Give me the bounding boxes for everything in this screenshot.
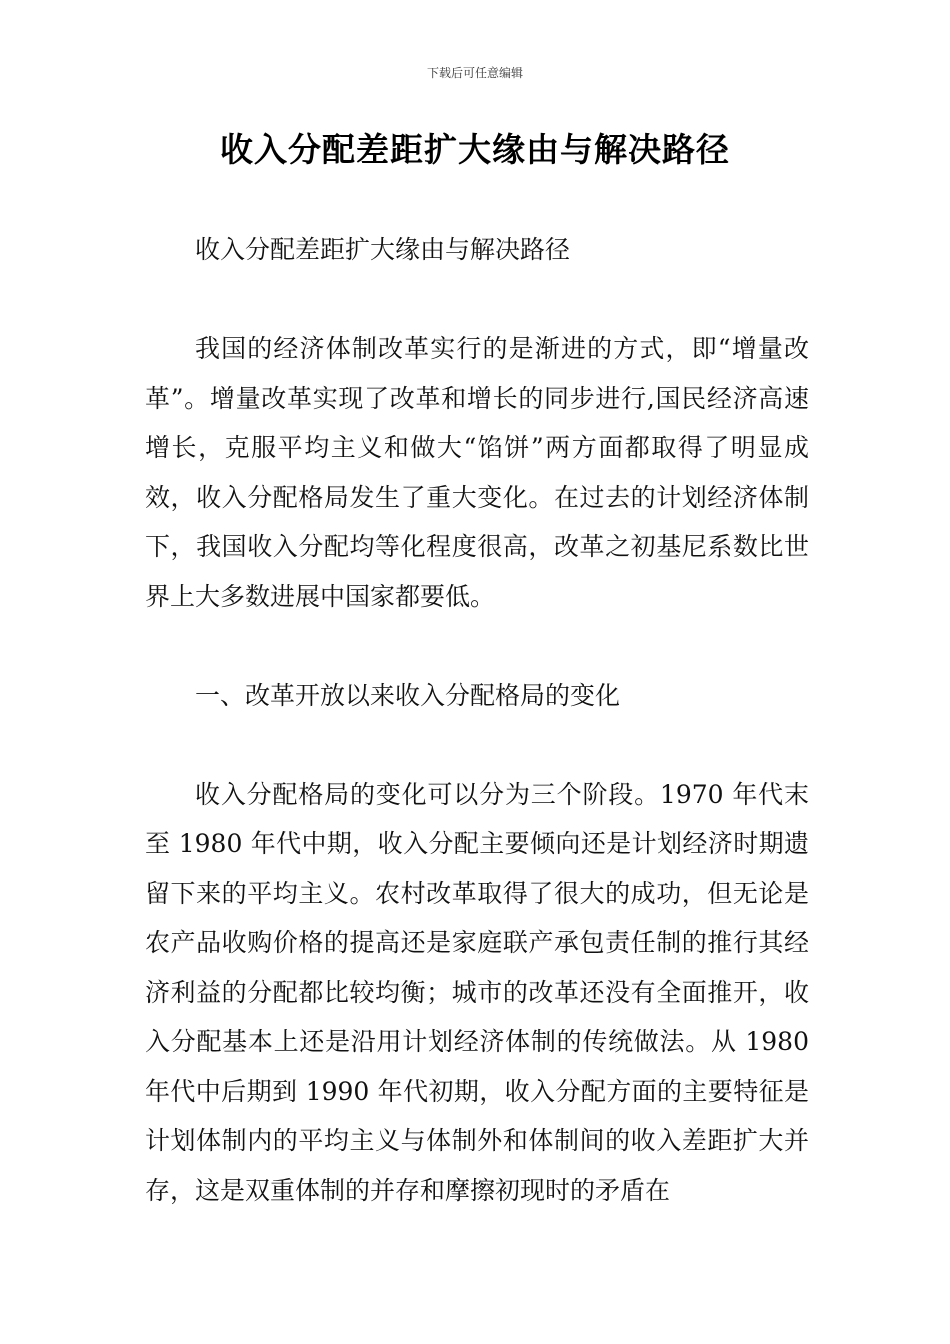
- subtitle-paragraph: 收入分配差距扩大缘由与解决路径: [195, 235, 571, 264]
- intro-paragraph: 我国的经济体制改革实行的是渐进的方式，即“增量改革”。增量改革实现了改革和增长的同步进行,国民经济高速增长，克服平均主义和做大“馅饼”两方面都取得了明显成效，收入分配格局发生了重大变化。在过去的计划经济体制下，我国收入分配均等化程度很高，改革之初基尼系数比世界上大多数进展中国家都要低。: [145, 334, 809, 611]
- document-body: [145, 225, 809, 1215]
- paragraph-gap: [145, 275, 809, 325]
- document-title: 收入分配差距扩大缘由与解决路径: [220, 130, 730, 169]
- header-note: 下载后可任意编辑: [426, 66, 523, 80]
- section-body-paragraph: 收入分配格局的变化可以分为三个阶段。1970 年代末至 1980 年代中期，收入分配主要倾向还是计划经济时期遗留下来的平均主义。农村改革取得了很大的成功，但无论是农产品收购价格的提高还是家庭联产承包责任制的推行其经济利益的分配都比较均衡；城市的改革还没有全面推开，收入分配基本上还是沿用计划经济体制的传统做法。从 1980 年代中后期到 1990 年代初期，收入分配方面的主要特征是计划体制内的平均主义与体制外和体制间的收入差距扩大并存，这是双重体制的并存和摩擦初现时的矛盾在: [145, 779, 809, 1205]
- section-heading: 一、改革开放以来收入分配格局的变化: [195, 680, 621, 710]
- paragraph-gap: [145, 720, 809, 770]
- paragraph-gap: [145, 621, 809, 671]
